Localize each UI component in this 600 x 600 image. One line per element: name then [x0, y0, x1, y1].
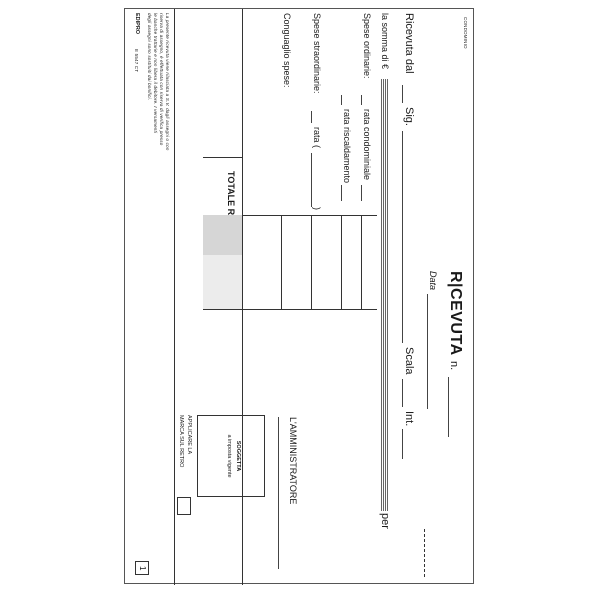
- rata-condominiale-label: rata condominiale: [362, 109, 372, 181]
- sig-label: Sig.: [403, 107, 415, 126]
- extraordinary-dash: [311, 111, 312, 123]
- total-box-left: [203, 157, 243, 158]
- stamp-apply-line1: APPLICARE LA: [186, 415, 192, 455]
- stamp-apply-line2: MARCA SUL RETRO: [178, 415, 184, 468]
- tear-line: [424, 529, 425, 577]
- page-number: 1: [138, 566, 147, 571]
- rata-riscaldamento-field[interactable]: [341, 185, 342, 201]
- receipt-number-field[interactable]: [448, 377, 449, 437]
- stamp-box: [197, 415, 265, 497]
- footer-note-line1: La presente ricevuta viene rilasciata a S.V. dagli assegni o con: [165, 13, 170, 151]
- ordinary-expenses-label: Spese ordinarie:: [362, 13, 372, 79]
- scala-field[interactable]: [402, 379, 403, 407]
- conguaglio-label: Conguaglio spese:: [282, 13, 292, 88]
- stamp-arrow-box: [177, 497, 191, 515]
- form-code: E 5547 CT: [134, 49, 139, 73]
- per-label: per: [379, 513, 391, 529]
- int-label: Int.: [403, 411, 415, 427]
- stamp-line1: SOGGETTA: [235, 440, 241, 472]
- receipt-form: [124, 8, 474, 584]
- amount-column-right: [243, 309, 377, 310]
- receipt-title: R|CEVUTA: [447, 271, 464, 356]
- receipt-content: [125, 9, 475, 585]
- amount-row-line: [341, 215, 342, 309]
- total-amount-shade: [203, 215, 242, 255]
- date-label: Data: [428, 271, 438, 291]
- received-from-label: Ricevuta dal: [403, 13, 415, 74]
- ordinary-dash-field: [361, 95, 362, 105]
- footer-note-line2: riserva di assegno, è effettuata con riserva di verifica presso: [159, 13, 164, 146]
- total-separator: [242, 9, 243, 585]
- sig-field[interactable]: [402, 131, 403, 343]
- footer-separator: [174, 9, 175, 585]
- rata-condominiale-field[interactable]: [361, 185, 362, 201]
- page-number-box: [135, 561, 149, 575]
- rata-close-paren: ): [312, 207, 322, 210]
- footer-note-line3: le banche trattarie e non libera il debitore. I versamenti: [153, 13, 158, 134]
- rata-label: rata (: [312, 127, 322, 149]
- amount-row-line: [361, 215, 362, 309]
- total-amount-field[interactable]: [203, 255, 242, 309]
- administrator-signature-field[interactable]: [278, 417, 279, 569]
- condominio-code: CONDOMINIO: [463, 17, 468, 49]
- stamp-line2: a imposta vigente: [226, 434, 232, 478]
- rata-field[interactable]: [311, 153, 312, 207]
- amount-row-line: [281, 215, 282, 309]
- sum-amount-field[interactable]: [380, 79, 388, 511]
- received-from-field[interactable]: [402, 85, 403, 103]
- amount-row-line: [311, 215, 312, 309]
- int-field[interactable]: [402, 429, 403, 459]
- total-box-right: [203, 309, 243, 310]
- brand-logo: EDIPRO: [134, 13, 140, 35]
- amount-column-divider: [243, 215, 377, 216]
- footer-note-line4: degli assegni sono sostituiti dai bonifici.: [147, 13, 152, 101]
- administrator-label: L'AMMINISTRATORE: [288, 417, 298, 505]
- receipt-number-label: n.: [448, 361, 460, 371]
- extraordinary-expenses-label: Spese straordinarie:: [312, 13, 322, 94]
- riscaldamento-dash: [341, 95, 342, 105]
- scala-label: Scala: [403, 347, 415, 375]
- rata-riscaldamento-label: rata riscaldamento: [342, 109, 352, 184]
- date-field[interactable]: [427, 294, 428, 409]
- sum-label: la somma di €: [380, 13, 390, 70]
